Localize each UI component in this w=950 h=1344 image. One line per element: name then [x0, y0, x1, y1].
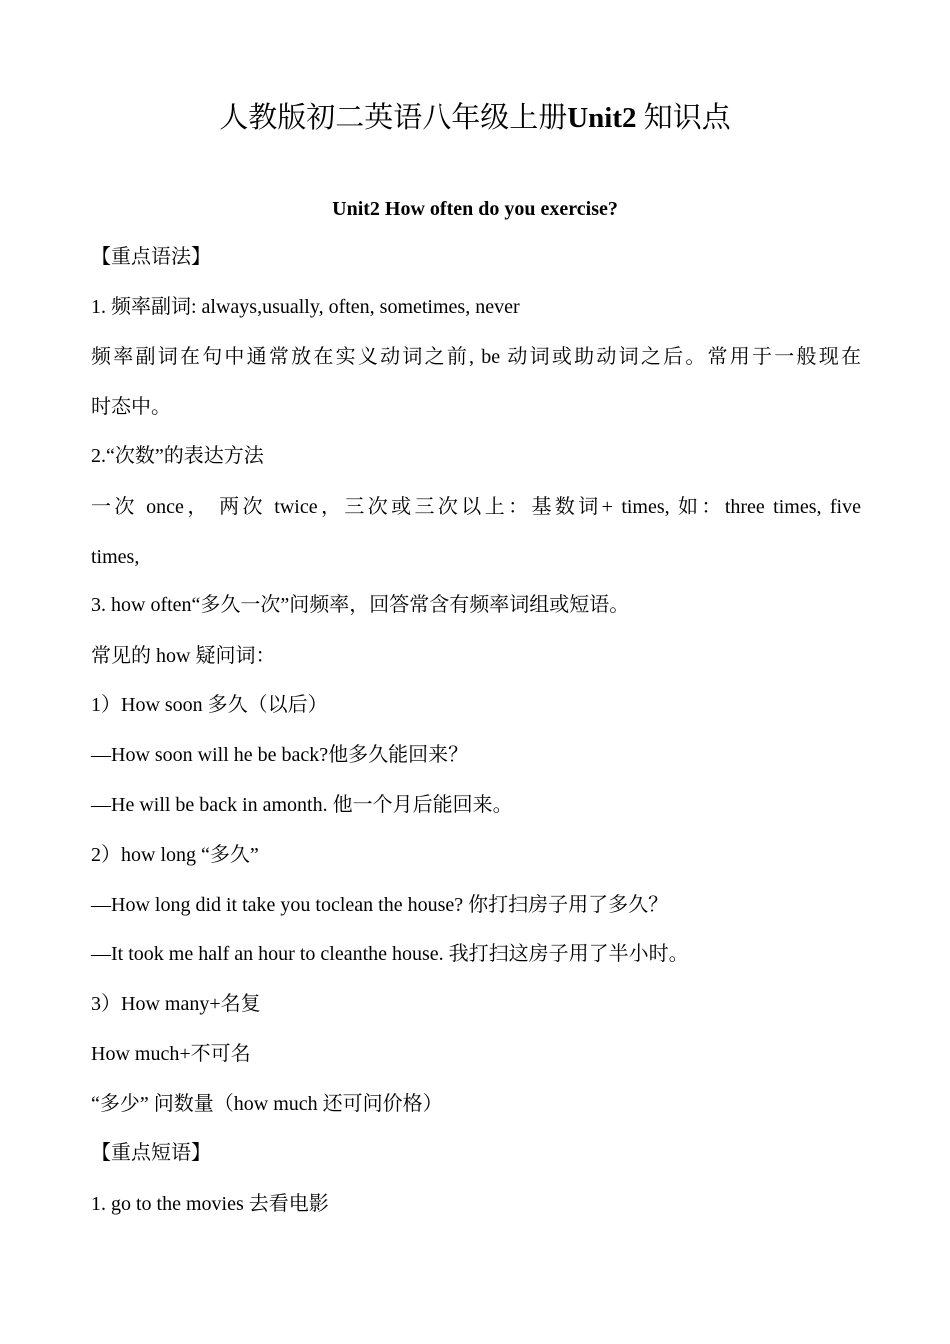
list-item: 2）how long “多久”	[91, 844, 259, 866]
paragraph-line: 一次 once， 两次 twice，三次或三次以上：基数词+ times, 如：three times, five	[91, 496, 861, 518]
example-sentence: —It took me half an hour to cleanthe house. 我打扫这房子用了半小时。	[91, 943, 689, 965]
document-subtitle: Unit2 How often do you exercise?	[332, 198, 618, 220]
title-prefix: 人教版初二英语八年级上册	[219, 102, 568, 134]
example-sentence: —How long did it take you toclean the house? 你打扫房子用了多久？	[91, 894, 669, 916]
paragraph-line: How much+不可名	[91, 1043, 251, 1065]
paragraph-line: 时态中。	[91, 396, 171, 418]
section-heading-phrases: 【重点短语】	[91, 1142, 211, 1164]
title-suffix: 知识点	[643, 102, 731, 134]
list-item: 3）How many+名复	[91, 993, 261, 1015]
grammar-point-1: 1. 频率副词: always,usually, often, sometimes, never	[91, 296, 520, 318]
paragraph-line: 常见的 how 疑问词：	[91, 645, 276, 667]
title-bold: Unit2	[567, 102, 637, 134]
section-heading-grammar: 【重点语法】	[91, 246, 211, 268]
list-item: 1）How soon 多久（以后）	[91, 694, 328, 716]
document-title	[0, 96, 950, 140]
paragraph-line: times,	[91, 546, 140, 568]
example-sentence: —How soon will he be back?他多久能回来？	[91, 744, 469, 766]
grammar-point-2: 2.“次数”的表达方法	[91, 445, 264, 467]
paragraph-line: 频率副词在句中通常放在实义动词之前, be 动词或助动词之后。常用于一般现在	[91, 346, 861, 368]
grammar-point-3: 3. how often“多久一次”问频率，回答常含有频率词组或短语。	[91, 594, 630, 616]
example-sentence: —He will be back in amonth. 他一个月后能回来。	[91, 794, 513, 816]
paragraph-line: “多少” 问数量（how much 还可问价格）	[91, 1093, 443, 1115]
phrase-item: 1. go to the movies 去看电影	[91, 1193, 329, 1215]
